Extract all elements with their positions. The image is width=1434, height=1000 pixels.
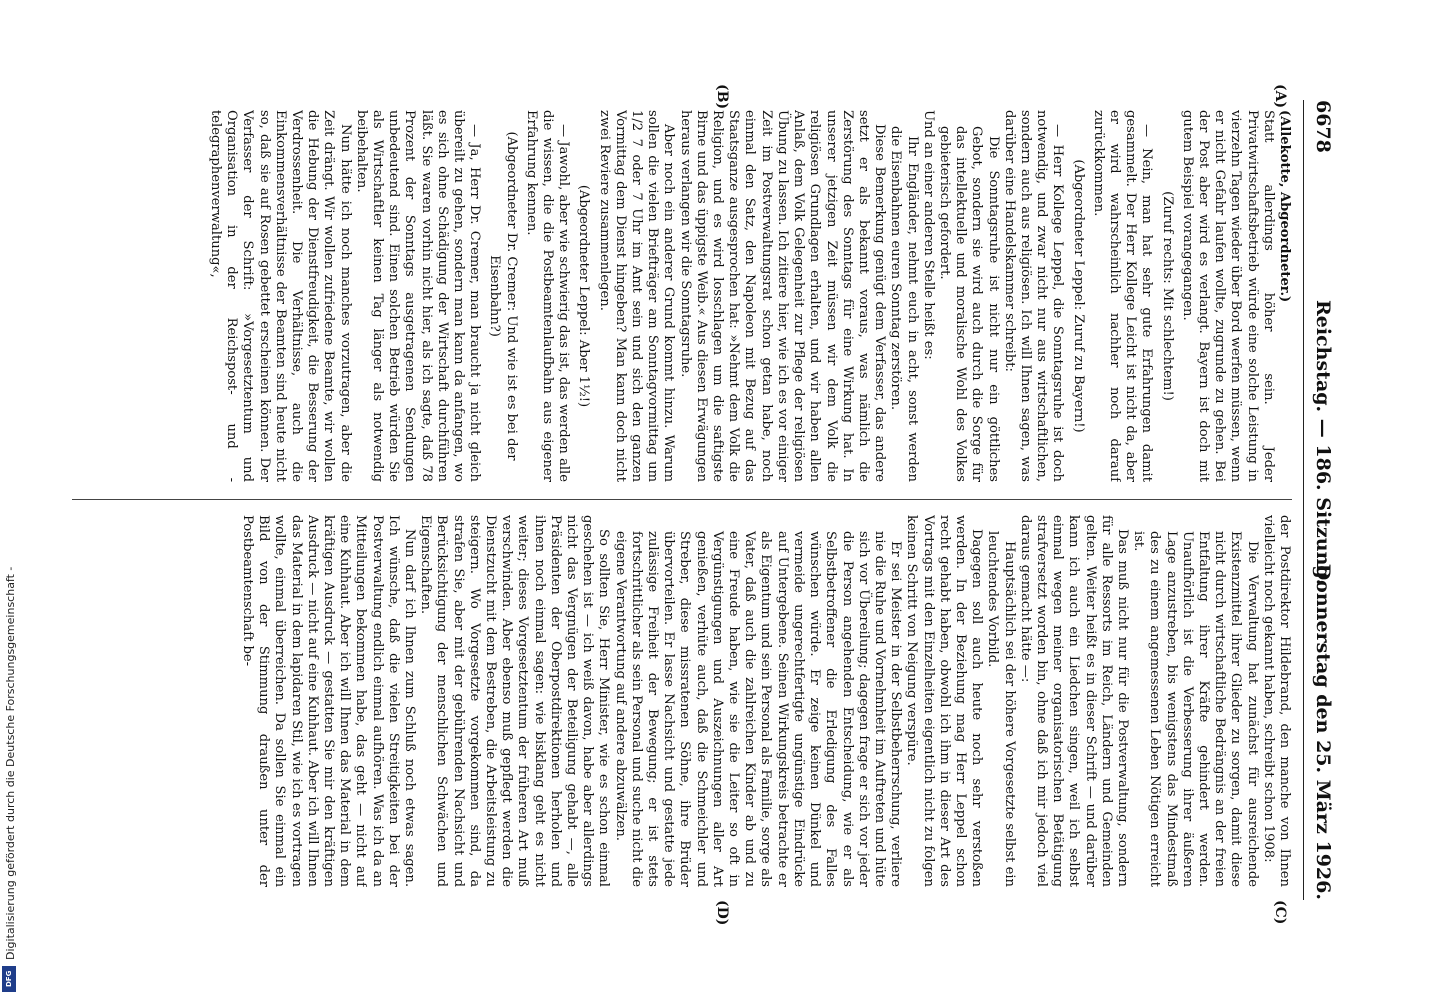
paragraph: Nun darf ich Ihnen zum Schluß noch etwas sagen. Ich wünsche, daß die vielen Streitigkeiten bei der Postverwaltung endlich einmal aufhören. Was ich da an Mitteilungen bekommen habe, das geht — nicht auf eine Kuhhaut. Aber ich will Ihnen das Material in dem kräftigen Ausdruck — gestatten Sie mir den kräftigen Ausdruck — nicht auf eine Kuhhaut. Aber ich will Ihnen das Material in dem lapidaren Stil, wie ich es vortragen wollte, einmal überreichen. Da sollen Sie einmal ein Bild von der Stimmung draußen unter der Postbeamtenschaft be- bbox=[240, 515, 418, 887]
paragraph: — Jawohl, aber wie schwierig das ist, das werden alle die wissen, die die Postbeamtenlaufbahn aus eigener Erfahrung kennen. bbox=[523, 110, 572, 482]
digitization-credit: Digitalisierung gefördert durch die Deutsche Forschungsgemeinschaft - bbox=[4, 566, 17, 960]
margin-marker-d: (D) bbox=[714, 900, 730, 926]
quotation: Er sei Meister in der Selbstbeherrschung, verliere nie die Ruhe und Vornehmheit im Auftreten und hüte sich vor Übereilung; dagegen frage er sich vor jeder die Person angehenden Entscheidung, wie er als Selbstbetroffener die Erledigung des Falles wünschen würde. Er zeige keinen Dünkel und vermeide ungerechtfertigte ungünstige Eindrücke auf Untergebene. Seinen Wirkungskreis betrachte er als Eigentum und sein Personal als Familie, sorge als Vater, daß auch die zahlreichen Kinder ab und zu eine Freude haben, wie sie die Leiter so oft in Vergünstigungen und Auszeichnungen aller Art genießen, verhüte auch, daß die Schmeichler und Streber, diese missratenen Söhne, ihre Brüder übervorteilen. Er lasse Nachsicht und gestatte jede zulässige Freiheit der Bewegung; er ist stets fortschrittlicher als sein Personal und suche nicht die eigene Verantwortung auf andere abzuwälzen. bbox=[612, 531, 904, 887]
page-number: 6678 bbox=[1312, 100, 1334, 153]
paragraph: — Nein, man hat sehr gute Erfahrungen damit gesammelt. Der Herr Kollege Leicht ist nicht da, aber er wird wahrscheinlich nachher noch darauf zurückkommen. bbox=[1090, 110, 1155, 482]
paragraph: Dagegen soll auch heute noch sehr verstoßen werden. In der Beziehung mag Herr Leppel schon recht gehabt haben, obwohl ich ihm in dieser Art des Vortrags mit den Einzelheiten eigentlich nicht zu folgen keinen Schritt von Neigung verspüre. bbox=[904, 515, 985, 887]
paragraph: Und an einer anderen Stelle heißt es: bbox=[920, 110, 936, 360]
paragraph: So sollten Sie, Herr Minister, wie es schon einmal geschehen ist — ich weiß davon, habe aber allerdings nicht das Vergnügen der Beteiligung gehabt —, alle Präsidenten der Oberpostdirektionen herholen und ihnen noch einmal sagen: wie bisklang geht es nicht weiter; dieses Vorgesetztentum der früheren Art muß verschwinden. Aber ebenso muß gepflegt werden die Dienstzucht mit dem Bestreben, die Arbeitsleistung zu steigern. Wo Vorgesetzte vorgekommen sind, da strafen Sie, aber mit der gebührenden Nachsicht und Berücksichtigung der menschlichen Schwächen und Eigenschaften. bbox=[418, 515, 612, 887]
interjection: (Abgeordneter Dr. Cremer: Und wie ist es bei der Eisenbahn?) bbox=[487, 131, 519, 461]
dfg-logo: DFG bbox=[2, 966, 16, 992]
quotation: Ihr Engländer, nehmt euch in acht, sonst werden die Eisenbahnen euren Sonntag zerstören. bbox=[888, 126, 920, 482]
paragraph: der Postdirektor Hildebrand, den manche von Ihnen vielleicht noch gekannt haben, schreibt schon 1908: bbox=[1260, 515, 1292, 887]
quotation: Hauptsächlich sei der höhere Vorgesetzte selbst ein leuchtendes Vorbild. bbox=[985, 531, 1017, 887]
margin-marker-a: (A) bbox=[1272, 84, 1288, 109]
paragraph: Das muß nicht nur für die Postverwaltung, sondern für alle Ressorts im Reich, Ländern und Gemeinden gelten. Weiter heißt es in dieser Schrift — und darüber kann ich auch ein Liedchen singen, weil ich selbst einmal wegen meiner organisatorischen Betätigung strafversetzt worden bin, ohne daß ich mir jedoch viel daraus gemacht hätte —: bbox=[1017, 515, 1130, 887]
page-header bbox=[1303, 100, 1338, 900]
margin-marker-b: (B) bbox=[714, 84, 730, 110]
paragraph: Aber noch ein anderer Grund kommt hinzu. Warum sollen die vielen Briefträger am Sonntagvormittag um 1/2 7 oder 7 Uhr im Amt sein und sich den ganzen Vormittag dem Dienst hingeben? Man kann doch nicht zwei Reviere zusammenlegen. bbox=[596, 110, 677, 482]
left-column bbox=[72, 110, 1292, 482]
paragraph: — Ja, Herr Dr. Cremer, man braucht ja nicht gleich übereilt zu gehen, sondern man kann da anfangen, wo es sich ohne Schädigung der Wirtschaft durchführen läßt. Sie waren vorhin nicht hier, als ich sagte, daß 78 Prozent der Sonntags ausgetragenen Sendungen unbedeutend sind. Einen solchen Betrieb würden Sie als Wirtschaftler keinen Tag länger als notwendig beibehalten. bbox=[353, 110, 483, 482]
header-title: Reichstag. — 186. Sitzung. bbox=[1312, 300, 1334, 586]
header-date: Donnerstag den 25. März 1926. bbox=[1312, 563, 1334, 900]
interjection: (Abgeordneter Leppel: Zuruf zu Bayern!) bbox=[1070, 159, 1086, 433]
paragraph: Statt allerdings höher sein. Jeder Privatwirtschaftsbetrieb würde eine solche Leistung in vierzehn Tagen wieder über Bord werfen müssen, wenn er nicht Gefahr laufen wollte, zugrunde zu gehen. Bei der Post aber wird es verlangt. Bayern ist doch mit gutem Beispiel vorangegangen. bbox=[1179, 110, 1276, 482]
right-column bbox=[72, 515, 1292, 887]
paragraph: Nun hätte ich noch manches vorzutragen, aber die Zeit drängt. Wir wollen zufriedene Beamte, wir wollen die Hebung der Dienstfreudigkeit, die Besserung der Verdrossenheit. Die Verhältnisse, auch die Einkommensverhältnisse der Beamten sind heute nicht so, daß sie auf Rosen gebettet erscheinen können. Der Verfasser der Schrift: »Vorgesetztentum und Organisation in der Reichspost- und -telegraphenverwaltung«, bbox=[208, 110, 353, 482]
paragraph: — Herr Kollege Leppel, die Sonntagsruhe ist doch notwendig, und zwar nicht nur aus wirtschaftlichen, sondern auch aus religiösen. Ich will Ihnen sagen, was darüber eine Handelskammer schreibt: bbox=[1001, 110, 1066, 482]
quotation: Die Sonntagsruhe ist nicht nur ein göttliches Gebot, sondern sie wird auch durch die Sorge für das intellektuelle und moralische Wohl des Volkes gebieterisch gefordert. bbox=[936, 126, 1001, 482]
interjection: (Zuruf rechts: Mit schlechtem!) bbox=[1159, 191, 1175, 401]
margin-marker-c: (C) bbox=[1272, 900, 1288, 925]
paragraph: Diese Bemerkung genügt dem Verfasser, das andere setzt er als bekannt voraus, was nämlich die Zerstörung des Sonntags für eine Wirkung hat. In unserer jetzigen Zeit müssen wir dem Volk die religiösen Grundlagen erhalten, und wir haben allen Anlaß, dem Volk Gelegenheit zur Pflege der religiösen Übung zu lassen. Ich zitiere hier, wie ich es vor einiger Zeit im Postverwaltungsrat schon getan habe, noch einmal den Satz, den Napoleon mit Bezug auf das Staatsganze ausgesprochen hat: »Nehmt dem Volk die Religion, und es wird losschlagen um die saftigste Birne und das üppigste Weib.« Aus diesen Erwägungen heraus verlangen wir die Sonntagsruhe. bbox=[677, 110, 888, 482]
column-divider bbox=[72, 499, 1292, 500]
quotation: Die Verwaltung hat zunächst für ausreichende Existenzmittel ihrer Glieder zu sorgen, damit diese nicht durch wirtschaftliche Bedrängnis an der freien Entfaltung ihrer Kräfte gehindert werden. Unaufhörlich ist die Verbesserung ihrer äußeren Lage anzustreben, bis wenigstens das Mindestmaß des zu einem angemessenen Leben Nötigen erreicht ist. bbox=[1131, 531, 1260, 887]
speaker-line: (Allekotte, Abgeordneter.) bbox=[1277, 110, 1292, 303]
interjection: (Abgeordneter Leppel: Aber 1½!) bbox=[576, 184, 592, 408]
